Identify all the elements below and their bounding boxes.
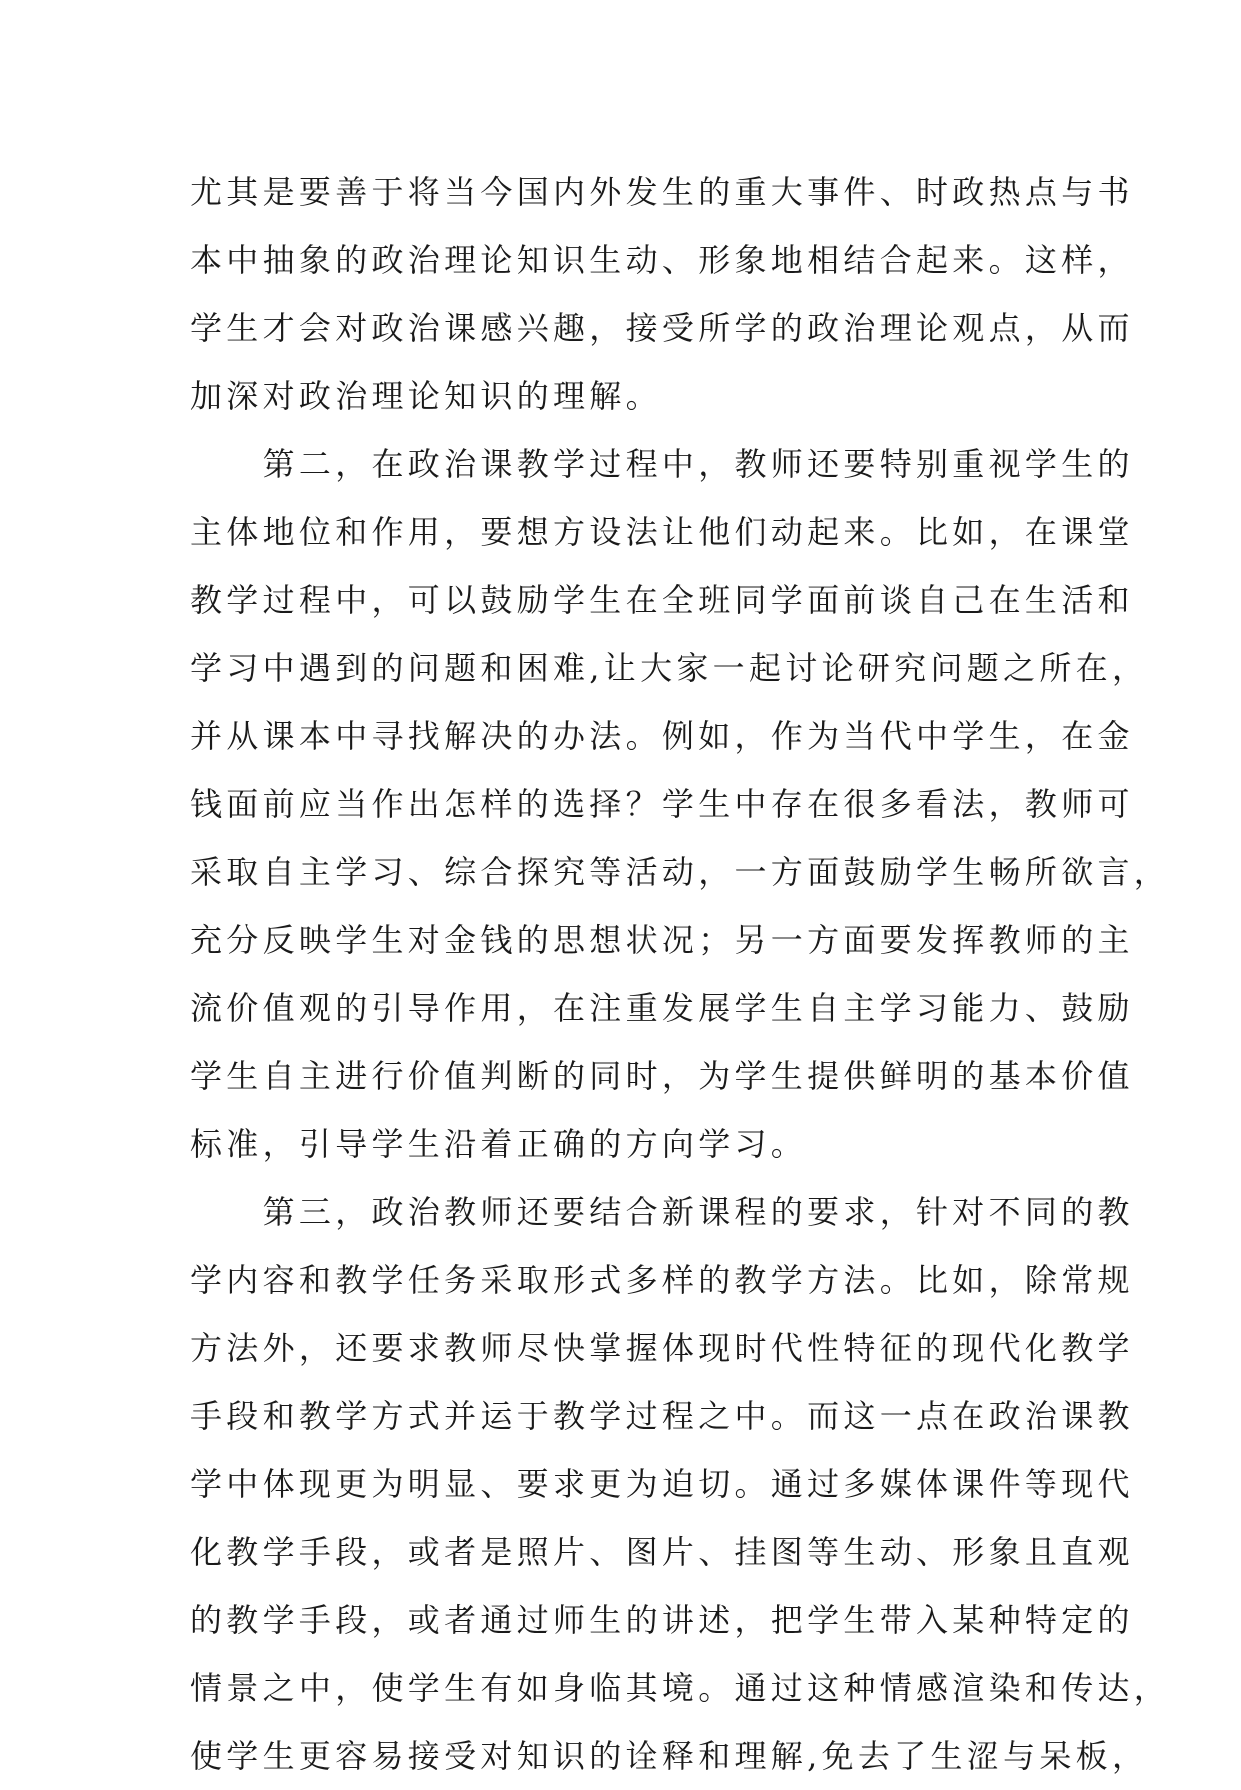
- text-line: 加深对政治理论知识的理解。: [190, 377, 662, 415]
- text-line: 主体地位和作用，要想方设法让他们动起来。比如，在课堂: [190, 513, 1134, 551]
- text-line: 使学生更容易接受对知识的诠释和理解,免去了生涩与呆板，: [190, 1737, 1149, 1775]
- text-line: 手段和教学方式并运于教学过程之中。而这一点在政治课教: [190, 1397, 1134, 1435]
- text-line: 第三，政治教师还要结合新课程的要求，针对不同的教: [190, 1193, 1134, 1231]
- text-line: 学生才会对政治课感兴趣，接受所学的政治理论观点，从而: [190, 309, 1134, 347]
- text-line: 学生自主进行价值判断的同时，为学生提供鲜明的基本价值: [190, 1057, 1134, 1095]
- text-line: 方法外，还要求教师尽快掌握体现时代性特征的现代化教学: [190, 1329, 1134, 1367]
- text-line: 本中抽象的政治理论知识生动、形象地相结合起来。这样，: [190, 241, 1134, 279]
- text-line: 钱面前应当作出怎样的选择？学生中存在很多看法，教师可: [190, 785, 1134, 823]
- text-line: 教学过程中，可以鼓励学生在全班同学面前谈自己在生活和: [190, 581, 1134, 619]
- text-line: 充分反映学生对金钱的思想状况；另一方面要发挥教师的主: [190, 921, 1134, 959]
- document-body: [190, 158, 1171, 1790]
- text-line: 学习中遇到的问题和困难,让大家一起讨论研究问题之所在，: [190, 649, 1149, 687]
- text-line: 的教学手段，或者通过师生的讲述，把学生带入某种特定的: [190, 1601, 1134, 1639]
- text-line: 情景之中，使学生有如身临其境。通过这种情感渲染和传达，: [190, 1669, 1171, 1707]
- text-line: 标准，引导学生沿着正确的方向学习。: [190, 1125, 808, 1163]
- text-line: 采取自主学习、综合探究等活动，一方面鼓励学生畅所欲言，: [190, 853, 1171, 891]
- text-line: 尤其是要善于将当今国内外发生的重大事件、时政热点与书: [190, 173, 1134, 211]
- text-line: 流价值观的引导作用，在注重发展学生自主学习能力、鼓励: [190, 989, 1134, 1027]
- text-line: 学中体现更为明显、要求更为迫切。通过多媒体课件等现代: [190, 1465, 1134, 1503]
- text-line: 学内容和教学任务采取形式多样的教学方法。比如，除常规: [190, 1261, 1134, 1299]
- text-line: 并从课本中寻找解决的办法。例如，作为当代中学生，在金: [190, 717, 1134, 755]
- text-line: 第二，在政治课教学过程中，教师还要特别重视学生的: [190, 445, 1134, 483]
- text-line: 化教学手段，或者是照片、图片、挂图等生动、形象且直观: [190, 1533, 1134, 1571]
